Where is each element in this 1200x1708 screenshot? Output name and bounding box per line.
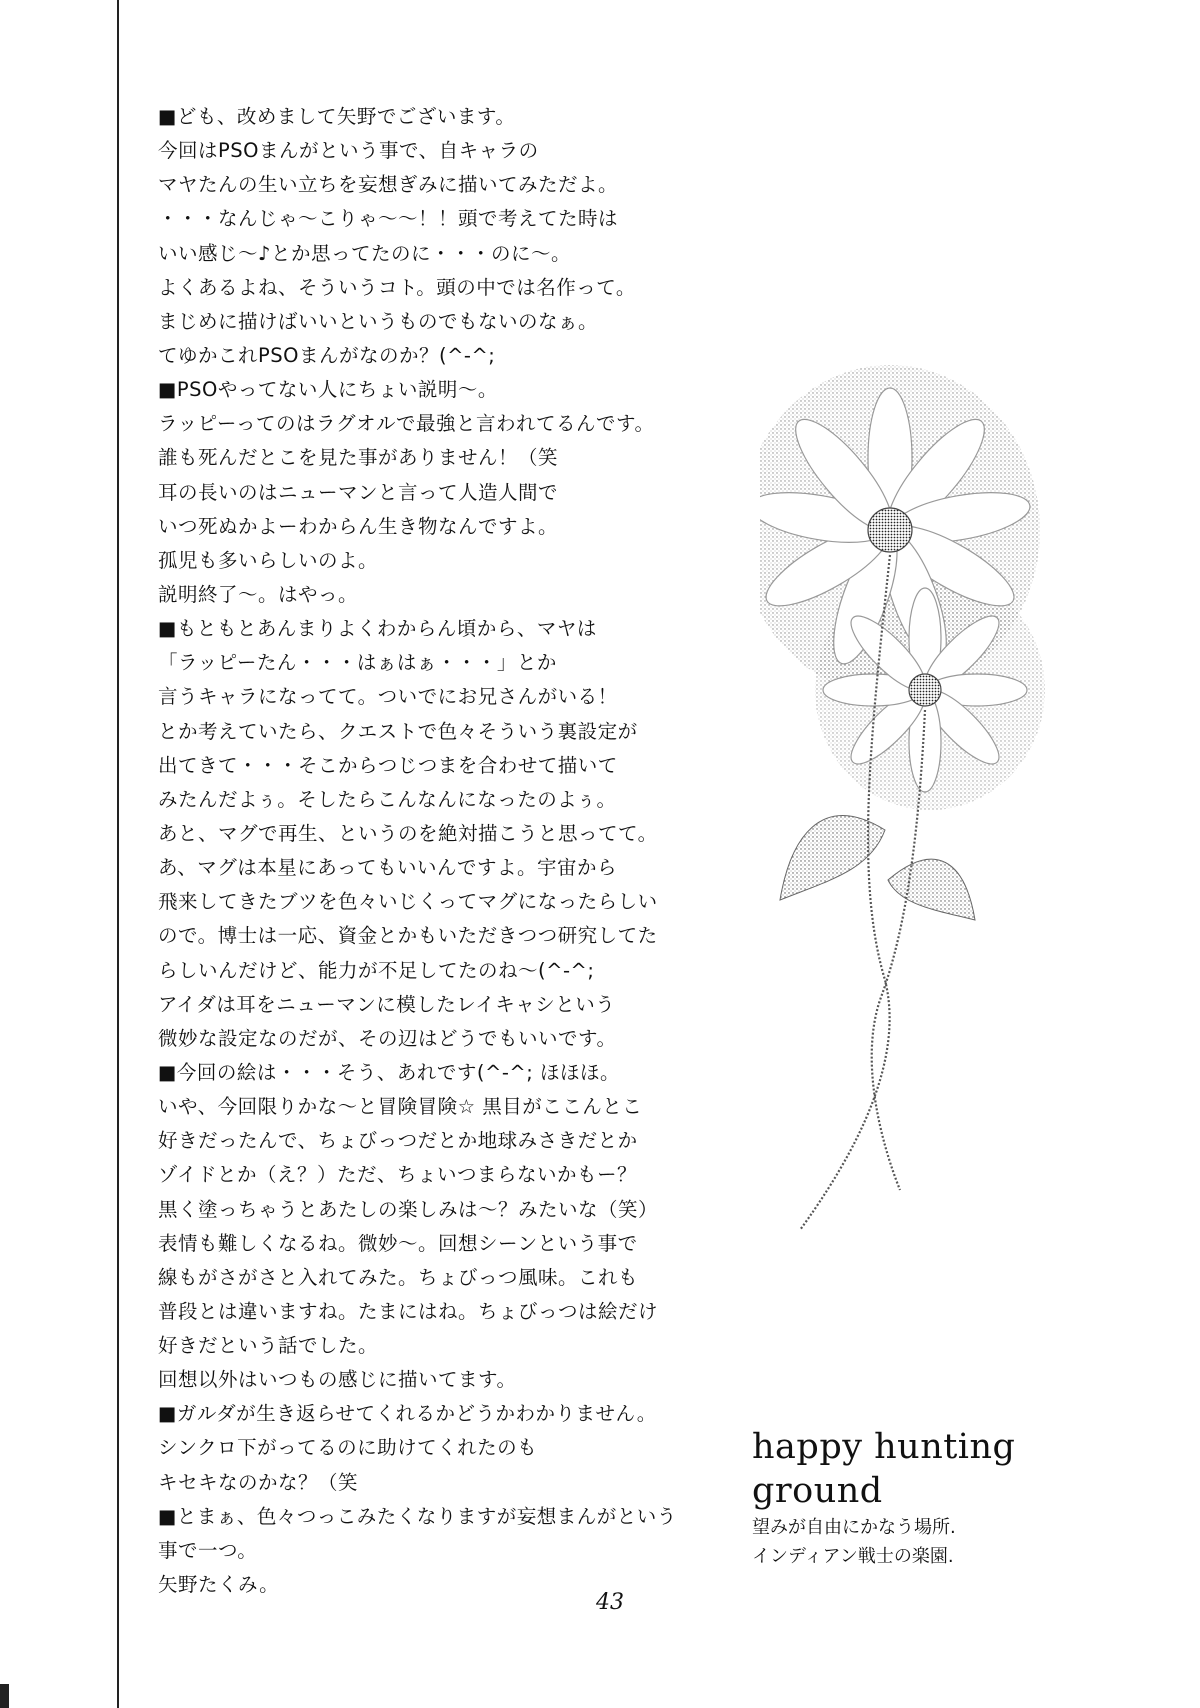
page-number: 43 (596, 1590, 624, 1615)
text-line: キセキなのかな？（笑 (158, 1470, 359, 1494)
text-line: 矢野たくみ。 (158, 1573, 280, 1597)
text-line: みたんだよぅ。そしたらこんなんになったのよぅ。 (158, 787, 617, 811)
text-line: 回想以外はいつもの感じに描いてます。 (158, 1368, 517, 1392)
text-line: あと、マグで再生、というのを絶対描こうと思ってて。 (158, 821, 658, 845)
text-line: 普段とは違いますね。たまにはね。ちょびっつは絵だけ (158, 1299, 659, 1323)
text-line: ■ガルダが生き返らせてくれるかどうかわかりません。 (158, 1402, 657, 1426)
caption-line-1: 望みが自由にかなう場所. (752, 1517, 956, 1538)
text-line: 事で一つ。 (158, 1538, 258, 1562)
text-line: ので。博士は一応、資金とかもいただきつつ研究してた (158, 924, 658, 948)
text-line: ■PSOやってない人にちょい説明〜。 (158, 378, 498, 402)
text-line: てゆかこれPSOまんがなのか？(^-^; (158, 343, 496, 367)
text-line: 黒く塗っちゃうとあたしの楽しみは〜？みたいな（笑） (158, 1197, 659, 1221)
text-line: 表情も難しくなるね。微妙〜。回想シーンという事で (158, 1231, 638, 1255)
afterword-text (158, 100, 798, 1602)
text-line: 今回はPSOまんがという事で、自キャラの (158, 139, 539, 163)
caption (752, 1425, 1152, 1571)
caption-line-2: インディアン戦士の楽園. (752, 1546, 954, 1567)
text-line: 説明終了〜。はやっ。 (158, 582, 359, 606)
text-line: 微妙な設定なのだが、その辺はどうでもいいです。 (158, 1026, 617, 1050)
text-line: ■とまぁ、色々つっこみたくなりますが妄想まんがという (158, 1504, 677, 1528)
text-line: ■ども、改めまして矢野でございます。 (158, 105, 516, 128)
flower-leaves (780, 816, 975, 920)
text-line: 線もがさがさと入れてみた。ちょびっつ風味。これも (158, 1265, 639, 1289)
text-line: いい感じ〜♪とか思ってたのに・・・のに〜。 (158, 241, 571, 265)
caption-title: happy hunting ground (752, 1427, 1016, 1511)
text-line: 好きだったんで、ちょびっつだとか地球みさきだとか (158, 1129, 638, 1153)
text-line: 孤児も多いらしいのよ。 (158, 548, 379, 572)
text-line: ゾイドとか（え？）ただ、ちょいつまらないかもー？ (158, 1163, 638, 1187)
text-line: いや、今回限りかな〜と冒険冒険☆ 黒目がここんとこ (158, 1095, 643, 1119)
text-line: ・・・なんじゃ〜こりゃ〜〜！！頭で考えてた時は (158, 207, 619, 231)
text-line: 耳の長いのはニューマンと言って人造人間で (158, 480, 559, 504)
text-line: らしいんだけど、能力が不足してたのね〜(^-^; (158, 958, 595, 982)
text-line: あ、マグは本星にあってもいいんですよ。宇宙から (158, 856, 618, 880)
text-line: ■もともとあんまりよくわからん頃から、マヤは (158, 617, 597, 641)
flower-lower (823, 588, 1027, 792)
text-line: とか考えていたら、クエストで色々そういう裏設定が (158, 719, 638, 743)
text-line: よくあるよね、そういうコト。頭の中では名作って。 (158, 275, 636, 299)
text-line: 出てきて・・・そこからつじつまを合わせて描いて (158, 753, 618, 777)
text-line: 飛来してきたブツを色々いじくってマグになったらしい (158, 890, 658, 914)
text-line: 好きだという話でした。 (158, 1334, 379, 1358)
margin-line (117, 0, 119, 1708)
text-line: ラッピーってのはラグオルで最強と言われてるんです。 (158, 412, 655, 436)
edge-mark (0, 1684, 9, 1708)
text-line: アイダは耳をニューマンに模したレイキャシという (158, 992, 616, 1016)
text-line: 言うキャラになってて。ついでにお兄さんがいる！ (158, 685, 618, 709)
text-line: まじめに描けばいいというものでもないのなぁ。 (158, 309, 599, 333)
flower-illustration (760, 360, 1060, 1240)
text-line: 「ラッピーたん・・・はぁはぁ・・・」とか (158, 651, 557, 675)
text-line: 誰も死んだとこを見た事がありません！（笑 (158, 446, 559, 470)
text-line: いつ死ぬかよーわからん生き物なんですよ。 (158, 514, 559, 538)
text-line: シンクロ下がってるのに助けてくれたのも (158, 1436, 538, 1460)
text-line: マヤたんの生い立ちを妄想ぎみに描いてみただよ。 (158, 173, 619, 197)
text-line: ■今回の絵は・・・そう、あれです(^-^; ほほほ。 (158, 1060, 621, 1084)
